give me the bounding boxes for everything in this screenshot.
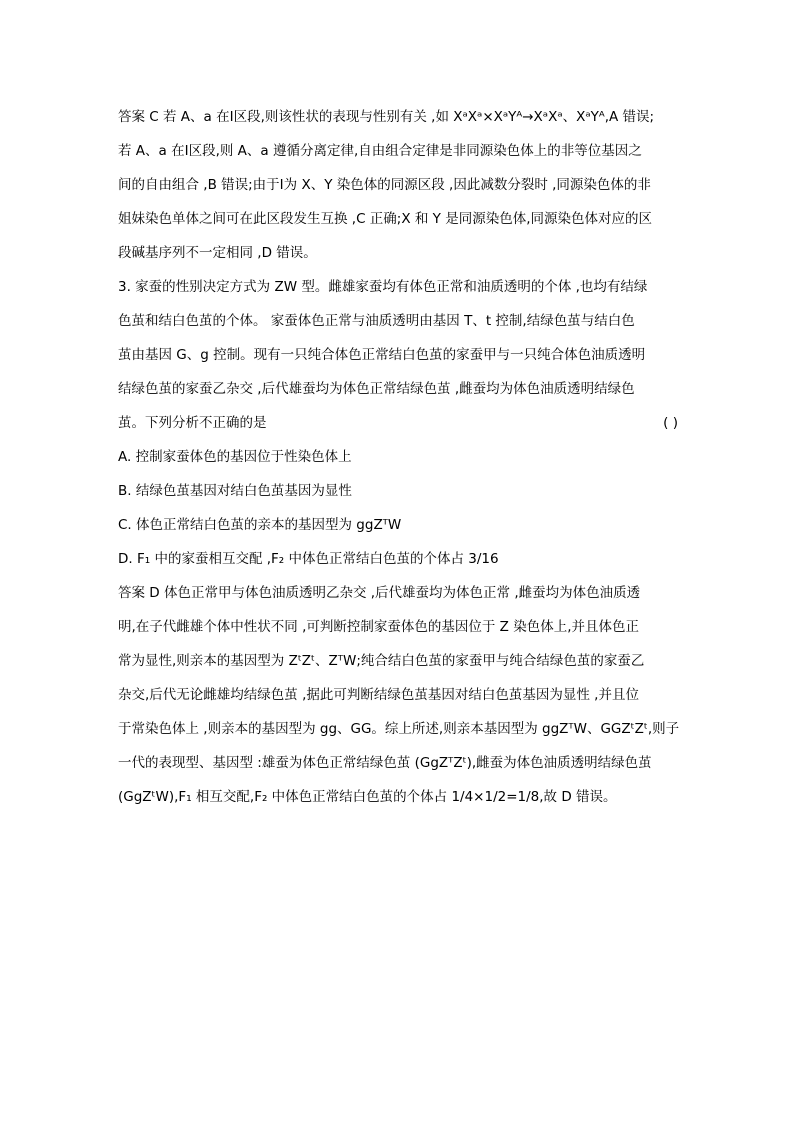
question-3-line-5: [118, 406, 678, 440]
option-b: B. 结绿色茧基因对结白色茧基因为显性: [118, 483, 352, 499]
answer-3-line-1: 答案 D 体色正常甲与体色油质透明乙杂交 ,后代雄蚕均为体色正常 ,雌蚕均为体色油质透: [118, 585, 641, 601]
question-3-stem-end: 茧。下列分析不正确的是: [118, 415, 267, 431]
answer-bracket: ( ): [663, 415, 678, 431]
answer-3-line-7: (GgZᵗW),F₁ 相互交配,F₂ 中体色正常结白色茧的个体占 1/4×1/2=1/8,故 D 错误。: [118, 789, 617, 805]
answer-1-block: [118, 100, 678, 270]
question-3-block: [118, 270, 678, 576]
answer-1-line-3: 间的自由组合 ,B 错误;由于Ⅰ为 X、Y 染色体的同源区段 ,因此减数分裂时 ,同源染色体的非: [118, 177, 651, 193]
answer-1-line-4: 姐妹染色单体之间可在此区段发生互换 ,C 正确;X 和 Y 是同源染色体,同源染色体对应的区: [118, 211, 653, 227]
document-page: [118, 100, 678, 814]
answer-3-line-5: 于常染色体上 ,则亲本的基因型为 gg、GG。综上所述,则亲本基因型为 ggZᵀW、GGZᵗZᵗ,则子: [118, 721, 680, 737]
option-d: D. F₁ 中的家蚕相互交配 ,F₂ 中体色正常结白色茧的个体占 3/16: [118, 551, 499, 567]
answer-3-block: [118, 576, 678, 814]
option-c: C. 体色正常结白色茧的亲本的基因型为 ggZᵀW: [118, 517, 402, 533]
question-3-line-2: 色茧和结白色茧的个体。 家蚕体色正常与油质透明由基因 T、t 控制,结绿色茧与结白色: [118, 313, 635, 329]
answer-3-line-4: 杂交,后代无论雌雄均结绿色茧 ,据此可判断结绿色茧基因对结白色茧基因为显性 ,并且位: [118, 687, 639, 703]
answer-1-line-5: 段碱基序列不一定相同 ,D 错误。: [118, 245, 317, 261]
answer-3-line-3: 常为显性,则亲本的基因型为 ZᵗZᵗ、ZᵀW;纯合结白色茧的家蚕甲与纯合结绿色茧的家蚕乙: [118, 653, 645, 669]
question-3-line-4: 结绿色茧的家蚕乙杂交 ,后代雄蚕均为体色正常结绿色茧 ,雌蚕均为体色油质透明结绿色: [118, 381, 635, 397]
option-a: A. 控制家蚕体色的基因位于性染色体上: [118, 449, 352, 465]
answer-1-line-2: 若 A、a 在Ⅰ区段,则 A、a 遵循分离定律,自由组合定律是非同源染色体上的非等位基因之: [118, 143, 642, 159]
answer-3-line-2: 明,在子代雌雄个体中性状不同 ,可判断控制家蚕体色的基因位于 Z 染色体上,并且体色正: [118, 619, 639, 635]
answer-3-line-6: 一代的表现型、基因型 :雄蚕为体色正常结绿色茧 (GgZᵀZᵗ),雌蚕为体色油质透明结绿色茧: [118, 755, 652, 771]
question-3-line-1: 3. 家蚕的性别决定方式为 ZW 型。雌雄家蚕均有体色正常和油质透明的个体 ,也均有结绿: [118, 279, 648, 295]
answer-1-line-1: 答案 C 若 A、a 在Ⅰ区段,则该性状的表现与性别有关 ,如 XᵃXᵃ×XᵃYᴬ→XᵃXᵃ、XᵃYᴬ,A 错误;: [118, 109, 655, 125]
question-3-line-3: 茧由基因 G、g 控制。现有一只纯合体色正常结白色茧的家蚕甲与一只纯合体色油质透明: [118, 347, 646, 363]
